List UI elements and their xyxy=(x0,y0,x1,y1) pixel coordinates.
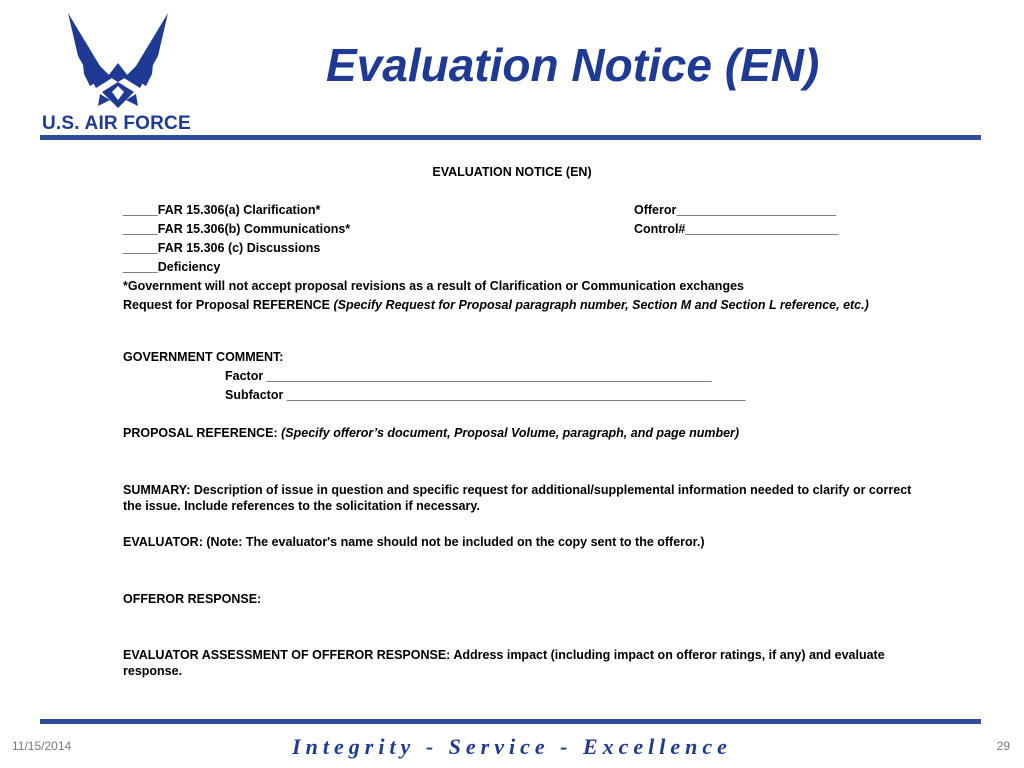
footer-date: 11/15/2014 xyxy=(12,739,72,753)
checklist-discussions: _____FAR 15.306 (c) Discussions xyxy=(123,241,321,255)
proposal-reference-hint: (Specify offeror’s document, Proposal Volume, paragraph, and page number) xyxy=(281,426,740,440)
slide-title: Evaluation Notice (EN) xyxy=(326,39,820,91)
proposal-reference xyxy=(123,426,739,440)
checklist-communications: _____FAR 15.306(b) Communications* xyxy=(123,222,351,236)
page-number: 29 xyxy=(996,739,1010,753)
checklist-clarification: _____FAR 15.306(a) Clarification* xyxy=(123,203,321,217)
form-heading: EVALUATION NOTICE (EN) xyxy=(432,165,592,179)
government-comment-label: GOVERNMENT COMMENT: xyxy=(123,350,284,364)
offeror-field: Offeror_______________________ xyxy=(634,203,837,217)
evaluator-section: EVALUATOR: (Note: The evaluator's name should not be included on the copy sent to the offeror.) xyxy=(123,535,705,549)
checklist-deficiency: _____Deficiency xyxy=(123,260,221,274)
subfactor-field: Subfactor __________________________________________________________________ xyxy=(225,388,746,402)
footer-divider xyxy=(40,719,981,724)
control-field: Control#______________________ xyxy=(634,222,839,236)
footer-motto: Integrity - Service - Excellence xyxy=(292,734,732,759)
proposal-reference-label: PROPOSAL REFERENCE: xyxy=(123,426,282,440)
offeror-response-section: OFFEROR RESPONSE: xyxy=(123,592,262,606)
summary-section: SUMMARY: Description of issue in question and specific request for additional/supplemental information needed to clarify or correct the issue. Include references to the solicitation if necessary. xyxy=(123,483,912,513)
rfp-reference-hint: (Specify Request for Proposal paragraph number, Section M and Section L reference, etc.) xyxy=(333,298,869,312)
rfp-reference-label: Request for Proposal REFERENCE xyxy=(123,298,334,312)
evaluator-assessment-section: EVALUATOR ASSESSMENT OF OFFEROR RESPONSE: Address impact (including impact on offeror ratings, if any) and evaluate response. xyxy=(123,648,885,678)
factor-field: Factor ________________________________________________________________ xyxy=(225,369,712,383)
logo-text: U.S. AIR FORCE xyxy=(42,113,191,134)
government-note: *Government will not accept proposal revisions as a result of Clarification or Communication exchanges xyxy=(123,279,744,293)
rfp-reference xyxy=(123,297,873,313)
